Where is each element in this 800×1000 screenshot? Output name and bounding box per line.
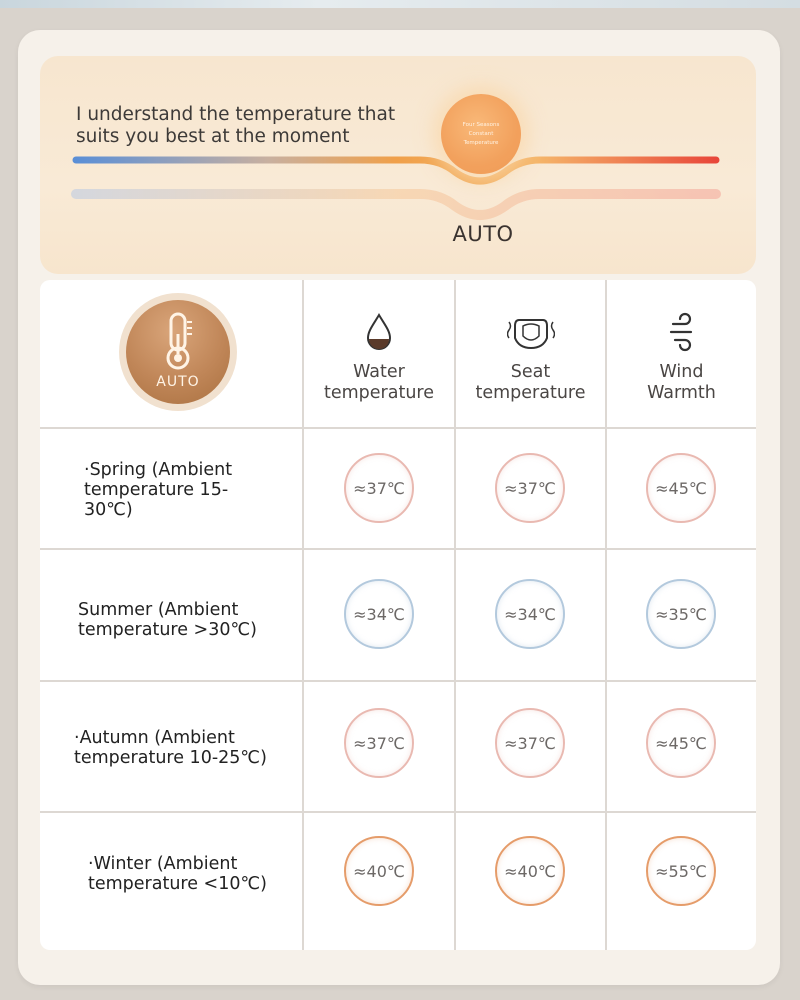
value-circle: ≈34℃ [344,579,414,649]
value-circle: ≈45℃ [646,453,716,523]
value-circle: ≈37℃ [495,708,565,778]
column-header-seat [456,280,605,428]
temperature-gradient-bar [40,56,756,274]
value-circle: ≈35℃ [646,579,716,649]
season-winter: ·Winter (Ambient temperature <10℃) [88,854,267,894]
value-circle: ≈37℃ [344,453,414,523]
season-summer: Summer (Ambient temperature >30℃) [78,600,257,640]
thermometer-icon [156,310,200,372]
column-label-line1: Seat [510,362,551,382]
top-strip [0,0,800,8]
column-header-water [304,280,454,428]
banner-text: I understand the temperature that suits you best at the moment [76,104,396,147]
row-divider [40,680,756,682]
column-label-line1: Water [353,362,405,382]
season-spring: ·Spring (Ambient temperature 15-30℃) [84,460,233,520]
value-circle: ≈37℃ [495,453,565,523]
row-divider [40,548,756,550]
value-circle: ≈37℃ [344,708,414,778]
seat-icon [507,312,555,352]
auto-mode-label: AUTO [452,222,514,246]
column-label-line1: Wind [659,362,704,382]
column-label-line2: Warmth [647,383,716,403]
wind-icon [667,312,697,352]
column-label-line2: temperature [475,383,586,403]
value-circle: ≈45℃ [646,708,716,778]
auto-thermometer-badge [119,293,237,411]
season-autumn: ·Autumn (Ambient temperature 10-25℃) [74,728,267,768]
value-circle: ≈40℃ [495,836,565,906]
value-circle: ≈34℃ [495,579,565,649]
badge-text: Four Seasons Constant Temperature [462,121,500,146]
temperature-banner [40,56,756,274]
row-divider [40,811,756,813]
four-seasons-badge [441,94,521,174]
auto-icon-label: AUTO [156,374,200,390]
column-header-wind [607,280,756,428]
column-label-line2: temperature [324,383,434,403]
value-circle: ≈55℃ [646,836,716,906]
value-circle: ≈40℃ [344,836,414,906]
water-drop-icon [364,312,394,352]
temperature-table [40,280,756,950]
